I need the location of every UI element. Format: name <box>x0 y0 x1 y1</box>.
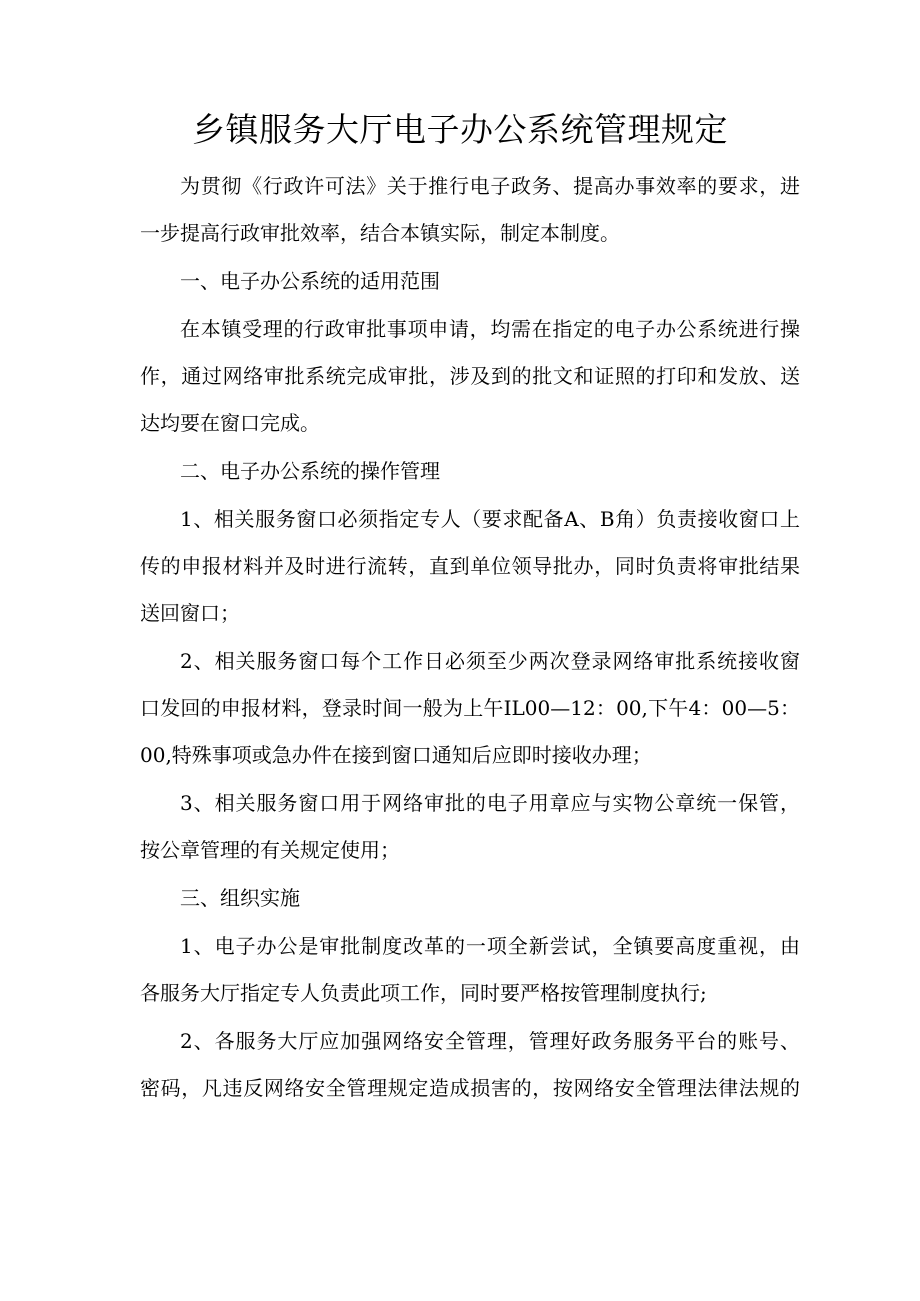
body-line: 1、相关服务窗口必须指定专人（要求配备A、B角）负责接收窗口上 <box>180 507 800 531</box>
section-heading: 一、电子办公系统的适用范围 <box>180 269 440 293</box>
body-line: 各服务大厅指定专人负责此项工作，同时要严格按管理制度执行; <box>140 981 707 1005</box>
body-line: 按公章管理的有关规定使用； <box>140 838 400 862</box>
body-line: 传的申报材料并及时进行流转，直到单位领导批办，同时负责将审批结果 <box>140 554 800 578</box>
body-line: 为贯彻《行政许可法》关于推行电子政务、提高办事效率的要求，进 <box>180 174 800 198</box>
body-line: 3、相关服务窗口用于网络审批的电子用章应与实物公章统一保管， <box>180 791 800 815</box>
document-title: 乡镇服务大厅电子办公系统管理规定 <box>192 110 728 149</box>
body-line: 2、各服务大厅应加强网络安全管理，管理好政务服务平台的账号、 <box>180 1029 800 1053</box>
body-line: 达均要在窗口完成。 <box>140 411 320 435</box>
body-line: 密码，凡违反网络安全管理规定造成损害的，按网络安全管理法律法规的 <box>140 1076 800 1100</box>
body-line: 口发回的申报材料，登录时间一般为上午IL00—12：00,下午4：00—5： <box>140 696 800 720</box>
body-line: 在本镇受理的行政审批事项申请，均需在指定的电子办公系统进行操 <box>180 317 800 341</box>
body-line: 一步提高行政审批效率，结合本镇实际，制定本制度。 <box>140 221 620 245</box>
section-heading: 二、电子办公系统的操作管理 <box>180 459 440 483</box>
body-line: 2、相关服务窗口每个工作日必须至少两次登录网络审批系统接收窗 <box>180 649 800 673</box>
body-line: 1、电子办公是审批制度改革的一项全新尝试，全镇要高度重视，由 <box>180 934 800 958</box>
section-heading: 三、组织实施 <box>180 886 300 910</box>
body-line: 送回窗口； <box>140 601 240 625</box>
body-line: 作，通过网络审批系统完成审批，涉及到的批文和证照的打印和发放、送 <box>140 364 800 388</box>
body-line: 00,特殊事项或急办件在接到窗口通知后应即时接收办理； <box>140 743 652 767</box>
